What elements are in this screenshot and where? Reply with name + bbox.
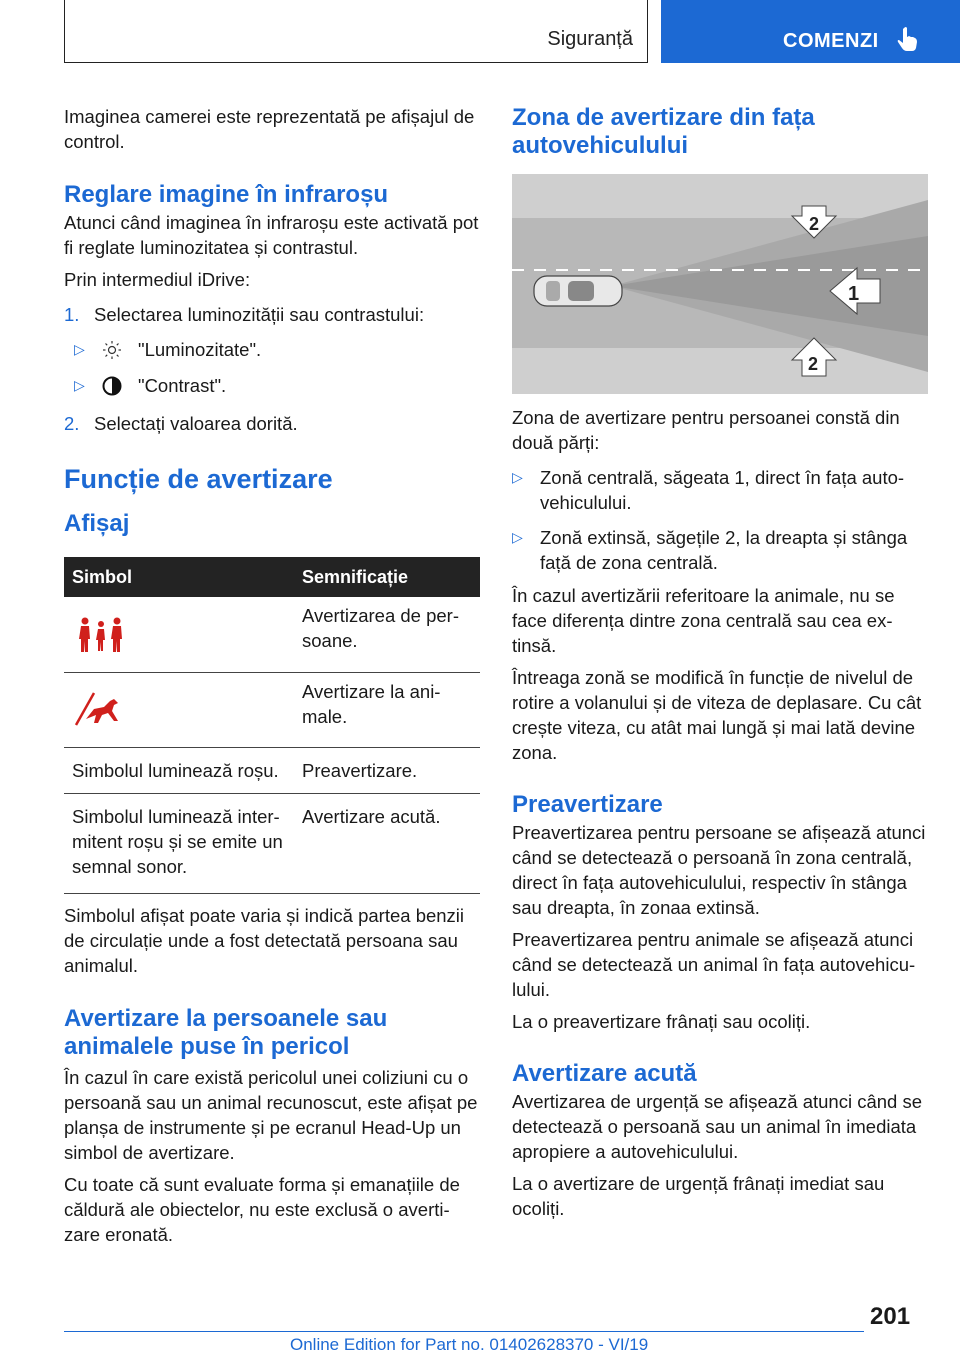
table-header-meaning: Semnificație xyxy=(294,557,480,597)
step-2-number: 2. xyxy=(64,413,80,434)
page-number: 201 xyxy=(870,1303,911,1330)
heading-acute-warning: Avertizare acută xyxy=(512,1060,697,1087)
footer-divider xyxy=(64,1331,864,1332)
danger-paragraph-2: Cu toate că sunt evaluate forma și emanațiile de căldură ale obiectelor, nu este exclusă o averti-zare eronată. xyxy=(64,1174,460,1245)
sub-contrast xyxy=(64,373,479,401)
table-cell-meaning: Avertizare la ani-male. xyxy=(294,672,480,747)
brightness-icon xyxy=(102,337,138,365)
contrast-icon xyxy=(102,373,138,401)
zone-bullet-1 xyxy=(512,465,927,515)
table-cell-symbol: Simbolul luminează inter-mitent roșu și se emite un semnal sonor. xyxy=(64,793,294,893)
right-column xyxy=(512,405,927,1221)
pedestrians-icon xyxy=(72,636,130,657)
table-cell-symbol: Simbolul luminează roșu. xyxy=(64,747,294,793)
triangle-bullet-icon: ▷ xyxy=(512,469,523,485)
zone-bullet-1-text: Zonă centrală, săgeata 1, direct în fața auto-vehiculului. xyxy=(540,467,905,513)
prewarning-paragraph-1: Preavertizarea pentru persoane se afișează atunci când se detectează o persoană în zona centrală, direct în fața autovehiculului, respectiv în stânga sau dreapta, în zonaa extinsă. xyxy=(512,822,926,918)
tab-comenzi-label: COMENZI xyxy=(783,30,879,52)
hand-pointer-icon xyxy=(897,26,919,57)
table-row xyxy=(64,793,480,893)
step-1-number: 1. xyxy=(64,304,80,325)
heading-warning-zone: Zona de avertizare din fața autovehiculului xyxy=(512,104,815,159)
zone-change-paragraph: Întreaga zonă se modifică în funcție de nivelul de rotire a volanului și de viteza de deplasare. Cu cât crește viteza, cu atât mai lungă și mai lată devine zona. xyxy=(512,667,922,763)
left-column xyxy=(64,104,479,538)
zone-paragraph: Zona de avertizare pentru persoanei constă din două părți: xyxy=(512,407,900,453)
table-row xyxy=(64,672,480,747)
heading-infrared: Reglare imagine în infraroșu xyxy=(64,181,389,208)
arrow-1-label: 1 xyxy=(848,283,860,305)
right-column-top xyxy=(512,104,927,160)
contrast-label: "Contrast". xyxy=(138,375,227,396)
heading-warning-function: Funcție de avertizare xyxy=(64,464,333,494)
triangle-bullet-icon: ▷ xyxy=(512,529,523,545)
warning-zone-figure xyxy=(512,174,928,394)
danger-paragraph-1: În cazul în care există pericolul unei coliziuni cu o persoană sau un animal recunoscut, este afișat pe planșa de instrumente și pe ecranul Head-Up un simbol de avertizare. xyxy=(64,1067,478,1163)
section-title: Siguranță xyxy=(547,28,633,50)
triangle-bullet-icon: ▷ xyxy=(74,341,85,357)
symbol-table xyxy=(64,557,480,894)
car-icon xyxy=(534,276,622,306)
acute-paragraph-2: La o avertizare de urgență frânați imediat sau ocoliți. xyxy=(512,1173,885,1219)
animal-paragraph: În cazul avertizării referitoare la animale, nu se face diferența dintre zona centrală sau cea ex-tinsă. xyxy=(512,585,895,656)
table-row xyxy=(64,597,480,672)
animal-icon xyxy=(72,712,128,733)
heading-prewarning: Preavertizare xyxy=(512,791,663,818)
step-2 xyxy=(64,411,479,436)
step-2-text: Selectați valoarea dorită. xyxy=(94,413,298,434)
footer-edition: Online Edition for Part no. 01402628370 - VI/19 xyxy=(290,1335,649,1354)
table-cell-symbol xyxy=(64,672,294,747)
zone-bullet-2 xyxy=(512,525,927,575)
step-1-text: Selectarea luminozității sau contrastului: xyxy=(94,304,425,325)
step-1 xyxy=(64,302,479,327)
header-section-box xyxy=(64,0,648,63)
arrow-2-top-label: 2 xyxy=(809,214,820,234)
table-header-symbol: Simbol xyxy=(64,557,294,597)
zone-bullet-2-text: Zonă extinsă, săgețile 2, la dreapta și stânga față de zona centrală. xyxy=(540,527,908,573)
arrow-2-bottom-label: 2 xyxy=(808,354,819,374)
brightness-label: "Luminozitate". xyxy=(138,339,262,360)
table-row xyxy=(64,747,480,793)
tab-comenzi[interactable] xyxy=(661,0,960,63)
sub-brightness xyxy=(64,337,479,365)
after-table-text: Simbolul afișat poate varia și indică partea benzii de circulație unde a fost detectată persoana sau animalul. xyxy=(64,905,465,976)
idrive-text: Prin intermediul iDrive: xyxy=(64,269,251,290)
table-cell-meaning: Preavertizare. xyxy=(294,747,480,793)
table-cell-meaning: Avertizarea de per-soane. xyxy=(294,597,480,672)
triangle-bullet-icon: ▷ xyxy=(74,377,85,393)
table-cell-meaning: Avertizare acută. xyxy=(294,793,480,893)
table-cell-symbol xyxy=(64,597,294,672)
infrared-paragraph: Atunci când imaginea în infraroșu este activată pot fi reglate luminozitatea și contrastul. xyxy=(64,212,479,258)
acute-paragraph-1: Avertizarea de urgență se afișează atunci când se detectează o persoană sau un animal în imediata apropiere a autovehiculului. xyxy=(512,1091,922,1162)
prewarning-paragraph-3: La o preavertizare frânați sau ocoliți. xyxy=(512,1011,811,1032)
heading-display: Afișaj xyxy=(64,510,130,537)
heading-danger: Avertizare la persoanele sau animalele puse în pericol xyxy=(64,1005,388,1060)
intro-text: Imaginea camerei este reprezentată pe afișajul de control. xyxy=(64,106,475,152)
left-column-bottom xyxy=(64,903,479,1247)
prewarning-paragraph-2: Preavertizarea pentru animale se afișează atunci când se detectează un animal în fața autovehicu-lului. xyxy=(512,929,916,1000)
